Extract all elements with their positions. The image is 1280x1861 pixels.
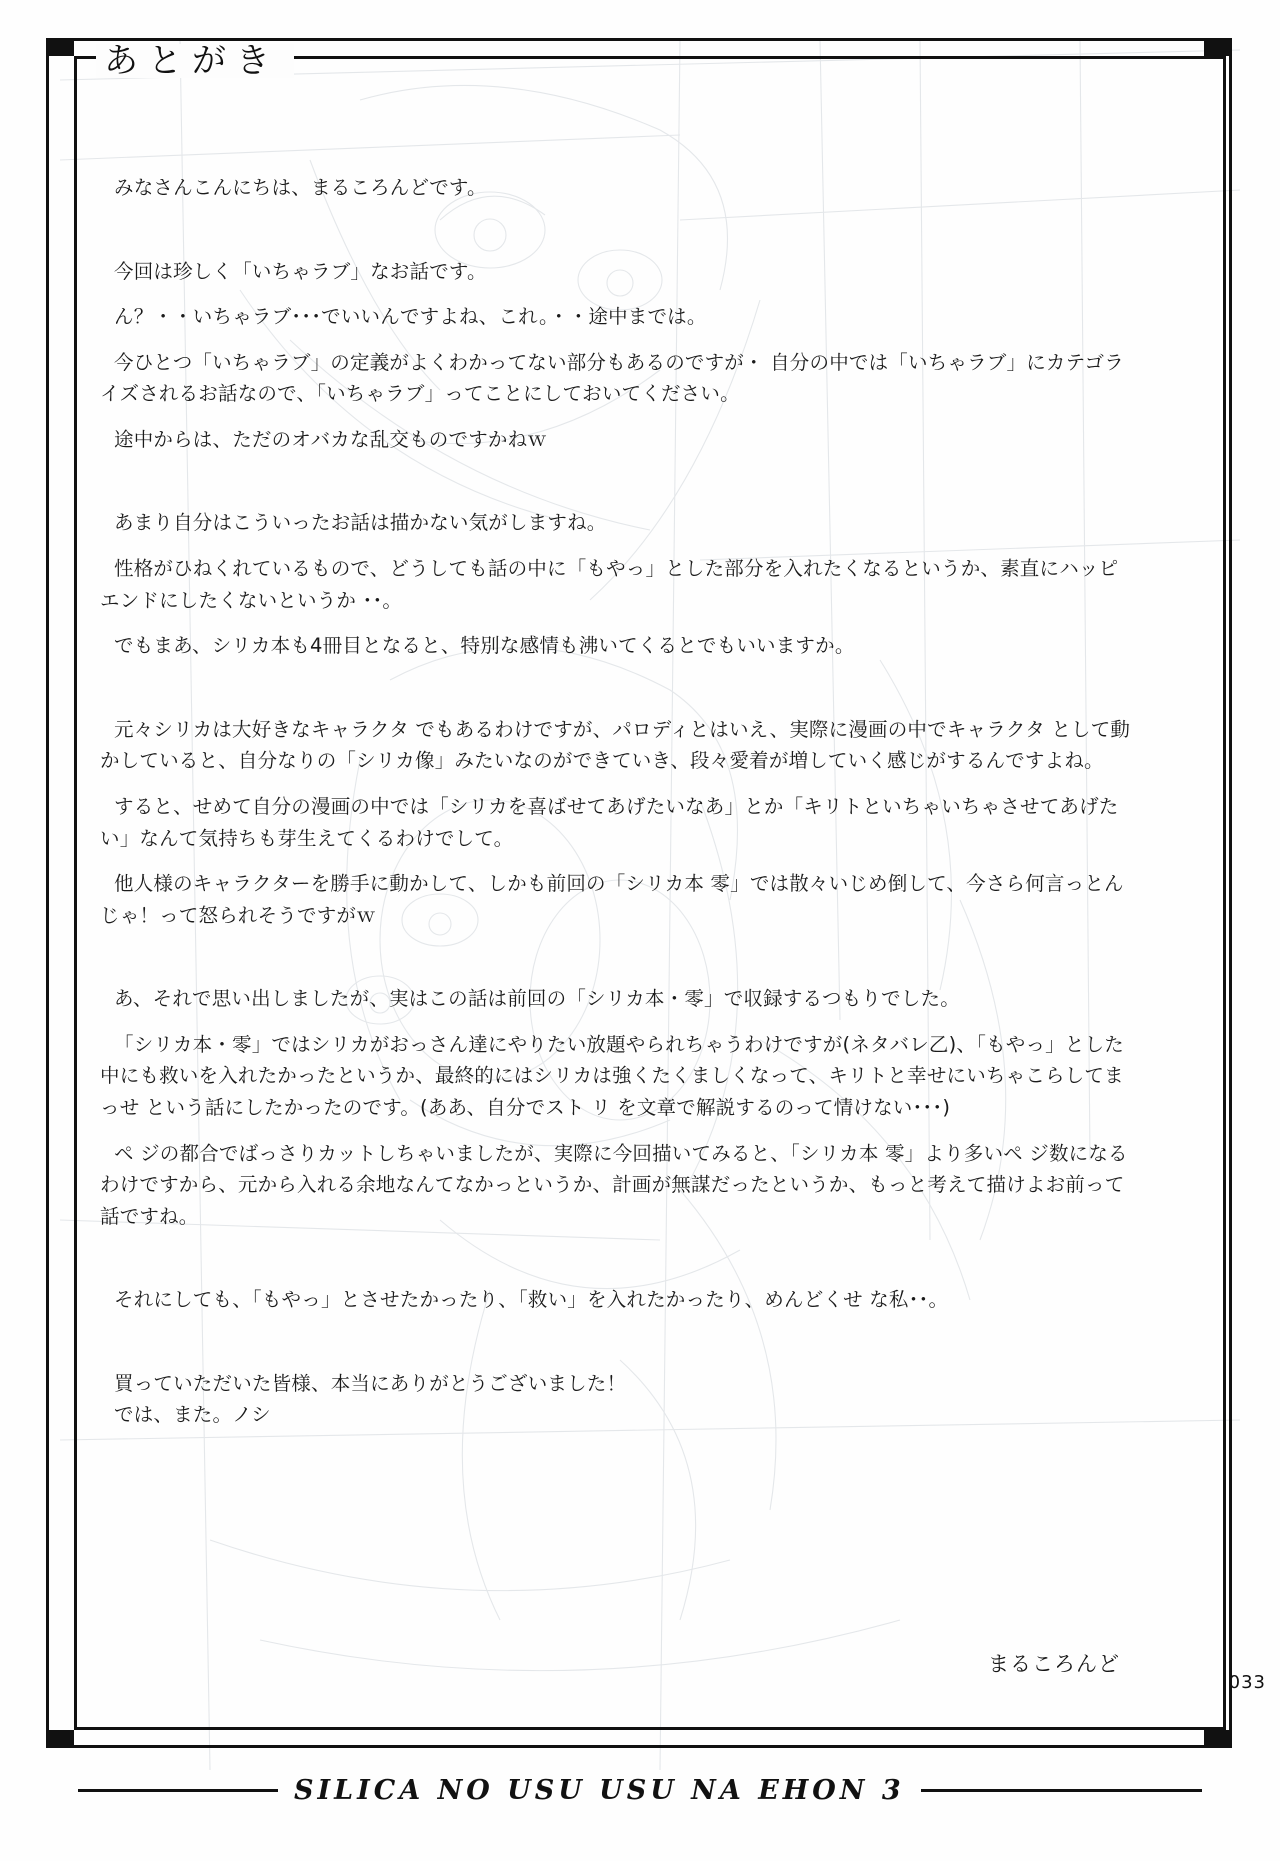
paragraph: あまり自分はこういったお話は描かない気がしますね。	[114, 511, 607, 535]
paragraph: ん？・・いちゃラブ･･･でいいんですよね、これ。・・途中までは。	[114, 305, 707, 329]
paragraph: すると、せめて自分の漫画の中では「シリカを喜ばせてあげたいなあ」とか「キリトといちゃいちゃさせてあげたい」なんて気持ちも芽生えてくるわけでして。	[100, 794, 1119, 850]
corner-notch-bottom-left	[46, 1730, 74, 1748]
footer-book-title: SILICA NO USU USU NA EHON 3	[294, 1774, 905, 1806]
paragraph: では、また。ノシ	[114, 1403, 271, 1427]
paragraph: 他人様のキャラクターを勝手に動かして、しかも前回の「シリカ本 零」では散々いじめ倒して、今さら何言っとんじゃ！って怒られそうですがｗ	[100, 872, 1124, 927]
footer-rule-right	[921, 1789, 1202, 1792]
corner-notch-top-left	[46, 38, 74, 56]
paragraph: みなさんこんにちは、まるころんどです。	[114, 176, 487, 199]
author-signature: まるころんど	[988, 1652, 1120, 1676]
footer-rule-left	[78, 1789, 278, 1792]
paragraph: 元々シリカは大好きなキャラクタ でもあるわけですが、パロディとはいえ、実際に漫画の中でキャラクタ として動かしていると、自分なりの「シリカ像」みたいなのができていき、段々愛着が増していく感じがするんですよね。	[100, 717, 1131, 773]
corner-notch-bottom-right	[1204, 1730, 1232, 1748]
paragraph: ペ ジの都合でばっさりカットしちゃいましたが、実際に今回描いてみると、「シリカ本 零」より多いペ ジ数になるわけですから、元から入れる余地なんてなかっというか、計画が無謀だったというか、もっと考えて描けよお前って話ですね。	[100, 1141, 1128, 1228]
corner-notch-top-right	[1204, 38, 1232, 56]
paragraph: 今回は珍しく「いちゃラブ」なお話です。	[114, 259, 487, 283]
paragraph: 「シリカ本・零」ではシリカがおっさん達にやりたい放題やられちゃうわけですが(ネタバレ乙)、「もやっ」とした中にも救いを入れたかったというか、最終的にはシリカは強くたくましくなって、キリトと幸せにいちゃこらしてまっせ という話にしたかったのです。(ああ、自分でスト リ を文章で解説するのって情けない･･･)	[100, 1032, 1124, 1119]
page-footer	[78, 1770, 1202, 1810]
paragraph: 今ひとつ「いちゃラブ」の定義がよくわかってない部分もあるのですが・ 自分の中では「いちゃラブ」にカテゴライズされるお話なので、「いちゃラブ」ってことにしておいてください。	[100, 350, 1124, 406]
paragraph: でもまあ、シリカ本も4冊目となると、特別な感情も沸いてくるとでもいいますか。	[114, 634, 855, 658]
afterword-body	[100, 172, 1140, 1431]
paragraph: あ、それで思い出しましたが、実はこの話は前回の「シリカ本・零」で収録するつもりでした。	[114, 987, 960, 1011]
page-number: 033	[1228, 1672, 1266, 1693]
paragraph: それにしても、「もやっ」とさせたかったり、「救い」を入れたかったり、めんどくせ な私･･。	[114, 1288, 949, 1312]
paragraph: 買っていただいた皆様、本当にありがとうございました！	[114, 1371, 627, 1395]
paragraph: 性格がひねくれているもので、どうしても話の中に「もやっ」とした部分を入れたくなるというか、素直にハッピ エンドにしたくないというか ･･。	[100, 557, 1119, 612]
paragraph: 途中からは、ただのオバカな乱交ものですかねｗ	[114, 427, 548, 451]
section-heading: あとがき	[96, 44, 294, 78]
